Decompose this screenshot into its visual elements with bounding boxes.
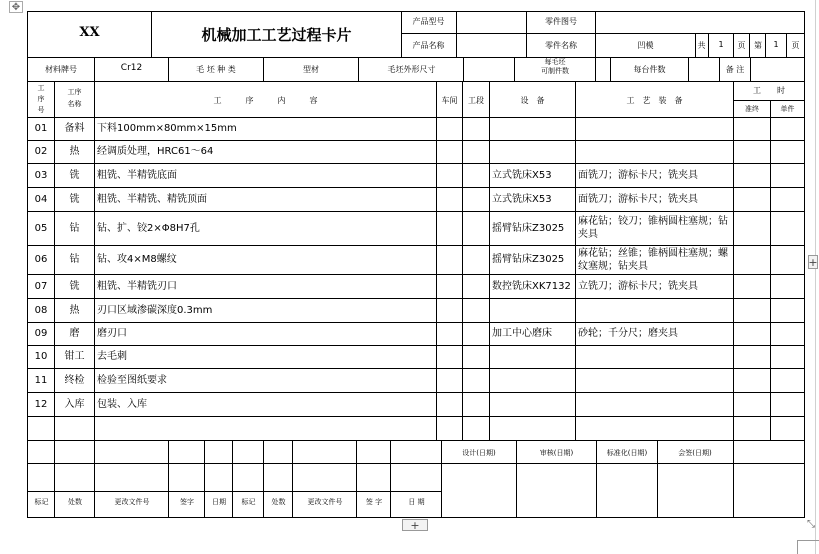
op-name: 入库: [64, 398, 85, 410]
blank-size-label: 毛坯外形尺寸: [387, 65, 436, 74]
add-row-button[interactable]: +: [402, 519, 428, 531]
op-equipment[interactable]: [490, 416, 575, 440]
op-tooling[interactable]: 面铣刀；游标卡尺；铣夹具: [578, 193, 698, 205]
op-seq-no: 09: [34, 328, 48, 339]
op-equipment[interactable]: 摇臂钻床Z3025: [492, 254, 565, 265]
op-name: 热: [69, 304, 80, 316]
grid-line: [436, 81, 437, 441]
grid-line: [733, 81, 734, 441]
part-name-label: 零件名称: [545, 41, 577, 50]
revision-label: 处数: [68, 498, 82, 506]
op-seq-no: 12: [34, 398, 48, 410]
work-hours-header: 工 时: [753, 86, 785, 95]
grid-line: [733, 440, 734, 518]
part-drawing-label: 零件图号: [545, 17, 577, 26]
standard-date-label: 标准化(日期): [606, 449, 648, 457]
op-seq-no: 02: [34, 146, 48, 157]
op-content[interactable]: 钻、攻4×M8螺纹: [97, 254, 177, 265]
page-bottom-corner: [797, 540, 819, 541]
op-equipment[interactable]: 数控铣床XK7132: [492, 280, 571, 292]
total-pages-label: 共: [697, 41, 706, 50]
op-name: 铣: [69, 169, 80, 181]
company-name: XX: [79, 25, 100, 40]
op-content[interactable]: 刃口区域渗碳深度0.3mm: [97, 304, 213, 316]
op-name: 磨: [69, 328, 80, 339]
op-name: 钻: [69, 254, 80, 265]
grid-line: [733, 100, 805, 101]
table-move-handle[interactable]: ✥: [9, 1, 23, 13]
op-equipment[interactable]: [490, 368, 575, 392]
design-date-label: 设计(日期): [462, 449, 496, 457]
grid-line: [595, 57, 596, 82]
section-header: 工段: [468, 96, 484, 105]
op-content[interactable]: 检验至图纸要求: [97, 374, 167, 386]
op-content[interactable]: 下料100mm×80mm×15mm: [97, 123, 237, 134]
op-tooling[interactable]: 面铣刀；游标卡尺；铣夹具: [578, 169, 698, 181]
op-seq-no: 06: [34, 254, 48, 265]
page-margin-line: [815, 0, 816, 554]
table-resize-handle[interactable]: ⤡: [807, 519, 815, 530]
op-equipment[interactable]: [490, 140, 575, 163]
blank-type-value[interactable]: 型材: [303, 65, 319, 74]
page-title: 机械加工工艺过程卡片: [201, 26, 352, 44]
grid-line: [456, 11, 457, 58]
grid-line: [441, 463, 805, 464]
revision-label: 标记: [34, 498, 49, 506]
prep-time-header: 准终: [745, 105, 759, 113]
op-tooling[interactable]: 麻花钻；铰刀；锥柄圆柱塞规；钻夹具: [578, 216, 728, 240]
op-equipment[interactable]: 摇臂钻床Z3025: [492, 222, 565, 234]
op-name: 热: [69, 146, 80, 157]
review-date-label: 审核(日期): [539, 449, 574, 457]
revision-label: 标记: [241, 498, 256, 506]
product-model-label: 产品型号: [412, 17, 445, 26]
op-equipment[interactable]: 立式铣床X53: [492, 193, 552, 205]
page-bottom-corner-v: [797, 540, 798, 554]
op-name-header: 工序 名称: [67, 88, 82, 108]
op-tooling[interactable]: [576, 368, 733, 392]
op-seq-no: 04: [34, 193, 48, 205]
blank-type-label: 毛 坯 种 类: [196, 65, 236, 74]
revision-label: 签字: [180, 498, 194, 506]
grid-line: [750, 57, 751, 82]
sign-date-label: 会签(日期): [678, 449, 712, 457]
unit-time-header: 单件: [780, 105, 795, 113]
op-seq-no: 08: [34, 304, 48, 316]
seq-no-header: 工 序 号: [37, 84, 45, 114]
grid-line: [401, 33, 805, 34]
grid-line: [27, 517, 805, 518]
op-tooling[interactable]: [576, 117, 733, 140]
tooling-header: 工 艺 装 备: [626, 96, 683, 105]
op-content[interactable]: 粗铣、半精铣、精铣顶面: [97, 193, 207, 205]
op-tooling[interactable]: [576, 298, 733, 322]
op-name: [55, 416, 94, 440]
op-name: 钻: [69, 222, 80, 234]
op-equipment[interactable]: [490, 345, 575, 368]
grid-line: [688, 57, 689, 82]
workshop-header: 车间: [441, 96, 458, 105]
op-seq-no: 11: [34, 374, 48, 386]
page-no-label: 第: [754, 41, 762, 50]
op-content[interactable]: [95, 416, 436, 440]
total-pages-value[interactable]: 1: [718, 40, 724, 49]
per-blank-label: 每毛坯 可制件数: [541, 58, 569, 75]
op-tooling[interactable]: [576, 392, 733, 416]
remarks-label: 备 注: [725, 65, 745, 74]
page-unit-label: 页: [737, 41, 746, 50]
material-grade-value[interactable]: Cr12: [120, 63, 143, 73]
op-tooling[interactable]: 麻花钻；丝锥；锥柄圆柱塞规；螺纹塞规；钻夹具: [578, 247, 728, 272]
revision-label: 签 字: [365, 498, 383, 506]
revision-label: 处数: [271, 498, 286, 506]
op-content[interactable]: 磨刃口: [97, 328, 127, 339]
op-content-header: 工 序 内 容: [213, 96, 318, 105]
op-equipment[interactable]: 加工中心磨床: [492, 328, 552, 339]
grid-line: [462, 81, 463, 441]
op-name: 终检: [64, 374, 85, 386]
op-content[interactable]: 钻、扩、铰2×Φ8H7孔: [97, 222, 200, 234]
op-seq-no: 10: [34, 351, 48, 362]
revision-label: 更改文件号: [307, 498, 343, 506]
op-seq-no: [28, 416, 54, 440]
op-equipment[interactable]: [490, 298, 575, 322]
op-seq-no: 07: [34, 280, 48, 292]
op-content[interactable]: 粗铣、半精铣刃口: [97, 280, 177, 292]
page-unit-label-2: 页: [791, 41, 800, 50]
per-unit-label: 每台件数: [633, 65, 666, 74]
op-name: 铣: [69, 193, 80, 205]
grid-line: [27, 491, 442, 492]
page-no-value[interactable]: 1: [773, 40, 779, 49]
op-tooling[interactable]: 立铣刀；游标卡尺；铣夹具: [578, 280, 698, 292]
op-content[interactable]: 去毛刺: [97, 351, 127, 362]
op-name: 铣: [69, 280, 80, 292]
op-content[interactable]: 包装、入库: [97, 398, 147, 410]
op-name: 备料: [64, 123, 85, 134]
op-equipment[interactable]: [490, 392, 575, 416]
op-tooling[interactable]: [576, 416, 733, 440]
revision-label: 更改文件号: [114, 498, 150, 506]
op-equipment[interactable]: [490, 117, 575, 140]
grid-line: [27, 11, 805, 12]
op-seq-no: 03: [34, 169, 48, 181]
material-grade-label: 材料牌号: [45, 65, 77, 74]
op-content[interactable]: 粗铣、半精铣底面: [97, 169, 177, 181]
op-seq-no: 01: [34, 123, 48, 134]
revision-label: 日 期: [408, 498, 425, 506]
product-name-label: 产品名称: [412, 41, 445, 50]
op-seq-no: 05: [34, 222, 48, 234]
op-tooling[interactable]: [576, 345, 733, 368]
grid-line: [770, 100, 771, 441]
op-name: 钳工: [64, 351, 85, 362]
op-equipment[interactable]: 立式铣床X53: [492, 169, 552, 181]
grid-line: [27, 440, 805, 441]
op-content[interactable]: 经调质处理，HRC61～64: [97, 146, 214, 157]
part-name-value[interactable]: 凹模: [637, 41, 654, 50]
revision-label: 日期: [212, 498, 226, 506]
insert-column-button[interactable]: +: [808, 255, 818, 269]
equipment-header: 设 备: [520, 96, 545, 105]
op-tooling[interactable]: 砂轮；千分尺；磨夹具: [578, 328, 678, 339]
grid-line: [804, 11, 805, 518]
op-tooling[interactable]: [576, 140, 733, 163]
